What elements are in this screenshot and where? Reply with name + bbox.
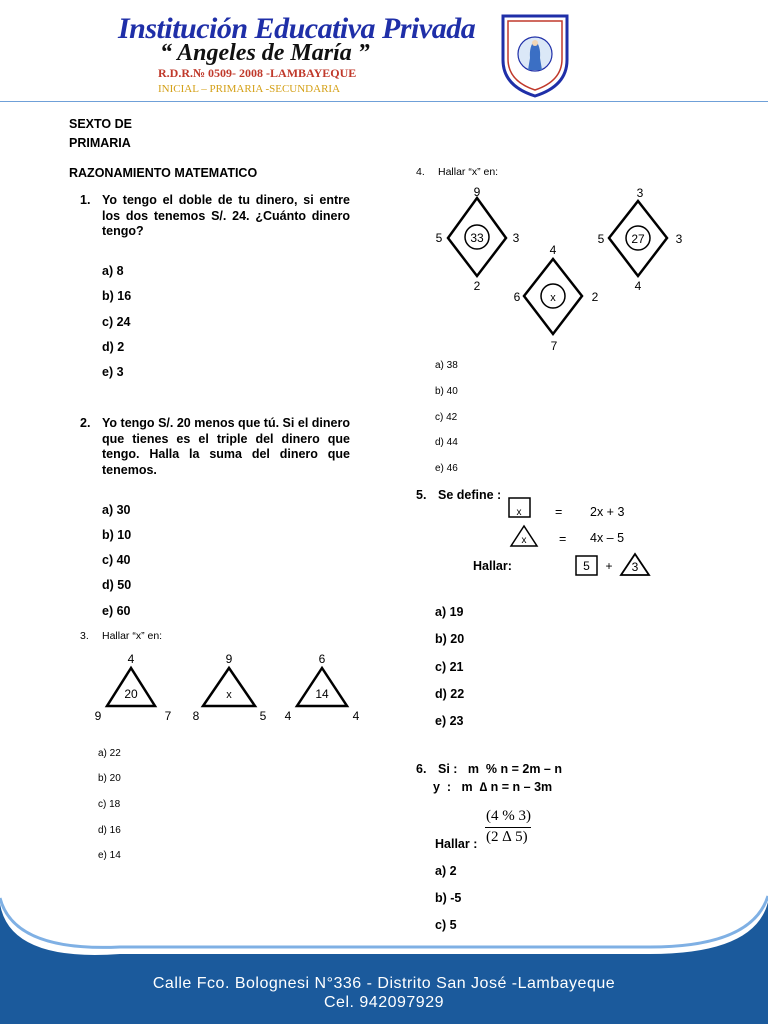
q3-triangles [85, 650, 375, 730]
q1-text: Yo tengo el doble de tu dinero, si entre los dos tenemos S/. 24. ¿Cuánto dinero tengo? [102, 193, 350, 238]
q4-option-a: a) 38 [435, 360, 458, 371]
q5-number: 5. [416, 488, 427, 502]
q5-hallar-box-value: 5 [583, 559, 590, 573]
q6-fraction-denominator: (2 ∆ 5) [486, 829, 528, 845]
q4-fig2-right: 2 [591, 290, 599, 304]
q4-fig3-right: 3 [675, 232, 683, 246]
q3-triangle-1 [95, 652, 172, 723]
q4-fig1-bottom: 2 [473, 279, 481, 293]
q5-symbols [505, 495, 655, 579]
q3-option-a: a) 22 [98, 748, 121, 759]
q3-fig3-center: 14 [315, 687, 329, 701]
school-name: Institución Educativa Privada [118, 12, 476, 45]
q3-text: Hallar “x” en: [102, 630, 163, 642]
q3-fig2-right: 5 [259, 709, 267, 723]
q4-fig3-bottom: 4 [634, 279, 642, 293]
q5-plus-sign: + [605, 559, 613, 573]
q3-fig3-right: 4 [352, 709, 360, 723]
q6-fraction-numerator: (4 % 3) [486, 808, 531, 824]
q5-triangle-x: x [521, 535, 527, 546]
q1-option-c: c) 24 [102, 315, 131, 329]
school-motto: “ Angeles de María ” [160, 40, 370, 66]
q5-definition-1: 2x + 3 [590, 505, 625, 519]
q3-fig1-left: 9 [94, 709, 102, 723]
q2-text: Yo tengo S/. 20 menos que tú. Si el dinero que tienes es el triple del dinero que tengo. Halla la suma del dinero que tenemos. [102, 416, 350, 477]
q2-option-c: c) 40 [102, 553, 131, 567]
school-crest-icon [499, 12, 571, 98]
q6-fraction-bar [485, 827, 531, 828]
q4-diamonds [430, 182, 690, 354]
q3-fig2-left: 8 [192, 709, 200, 723]
q4-fig2-top: 4 [549, 243, 557, 257]
q4-fig2-bottom: 7 [550, 339, 558, 353]
q3-fig2-center: x [226, 689, 232, 701]
q3-number: 3. [80, 630, 89, 642]
q4-fig3-left: 5 [597, 232, 605, 246]
q6-option-c: c) 5 [435, 918, 457, 932]
q4-option-b: b) 40 [435, 386, 458, 397]
q5-option-c: c) 21 [435, 660, 464, 674]
q3-fig1-right: 7 [164, 709, 172, 723]
q5-option-a: a) 19 [435, 605, 464, 619]
q3-option-d: d) 16 [98, 825, 121, 836]
q3-fig1-center: 20 [124, 687, 138, 701]
q5-equals-2: = [559, 532, 567, 546]
q3-fig1-top: 4 [127, 652, 135, 666]
q1-option-b: b) 16 [102, 289, 132, 303]
grade-line-1: SEXTO DE [69, 117, 132, 131]
q4-text: Hallar “x” en: [438, 166, 499, 178]
q4-fig3-top: 3 [636, 186, 644, 200]
q4-fig3-center: 27 [631, 232, 645, 246]
q4-option-e: e) 46 [435, 463, 458, 474]
q4-diamond-3 [598, 186, 683, 293]
q5-definition-2: 4x – 5 [590, 531, 625, 545]
q5-box-x: x [516, 507, 522, 518]
q1-option-e: e) 3 [102, 365, 124, 379]
q4-fig1-left: 5 [435, 231, 443, 245]
q1-number: 1. [80, 193, 91, 207]
q4-fig1-right: 3 [512, 231, 520, 245]
q3-fig3-top: 6 [318, 652, 326, 666]
q4-option-d: d) 44 [435, 437, 458, 448]
q4-fig2-center: x [550, 292, 556, 304]
q2-number: 2. [80, 416, 91, 430]
q4-number: 4. [416, 166, 425, 178]
q5-define-label: Se define : [438, 488, 502, 502]
q3-fig3-left: 4 [284, 709, 292, 723]
q6-line-1: Si : m % n = 2m – n [438, 762, 562, 776]
q4-diamond-2 [514, 243, 599, 353]
q3-option-c: c) 18 [98, 799, 121, 810]
q5-option-b: b) 20 [435, 632, 465, 646]
q2-option-a: a) 30 [102, 503, 131, 517]
q5-hallar-triangle-value: 3 [631, 560, 639, 574]
q3-triangle-2 [193, 652, 267, 723]
q5-option-e: e) 23 [435, 714, 464, 728]
q6-number: 6. [416, 762, 427, 776]
q6-option-a: a) 2 [435, 864, 457, 878]
q6-find-label: Hallar : [435, 837, 478, 851]
q4-fig1-center: 33 [470, 231, 484, 245]
grade-line-2: PRIMARIA [69, 136, 131, 150]
subject-title: RAZONAMIENTO MATEMATICO [69, 166, 258, 180]
footer-phone: Cel. 942097929 [324, 994, 444, 1011]
q4-fig1-top: 9 [473, 185, 481, 199]
q4-diamond-1 [436, 185, 520, 293]
q3-option-b: b) 20 [98, 773, 121, 784]
footer-address: Calle Fco. Bolognesi N°336 - Distrito San José -Lambayeque [152, 975, 616, 992]
q6-option-b: b) -5 [435, 891, 462, 905]
q1-option-d: d) 2 [102, 340, 125, 354]
school-registration: R.D.R.№ 0509- 2008 -LAMBAYEQUE [158, 66, 357, 80]
header-divider [0, 101, 768, 102]
q4-option-c: c) 42 [435, 412, 458, 423]
q2-option-e: e) 60 [102, 604, 131, 618]
q2-option-b: b) 10 [102, 528, 132, 542]
school-levels: INICIAL – PRIMARIA -SECUNDARIA [158, 83, 341, 95]
q5-equals-1: = [555, 505, 563, 519]
q6-line-2: y : m ∆ n = n – 3m [433, 780, 553, 794]
q5-option-d: d) 22 [435, 687, 465, 701]
q3-triangle-3 [285, 652, 360, 723]
q1-option-a: a) 8 [102, 264, 124, 278]
q5-find-label: Hallar: [473, 559, 512, 573]
q3-option-e: e) 14 [98, 850, 121, 861]
q2-option-d: d) 50 [102, 578, 132, 592]
q3-fig2-top: 9 [225, 652, 233, 666]
q4-fig2-left: 6 [513, 290, 521, 304]
